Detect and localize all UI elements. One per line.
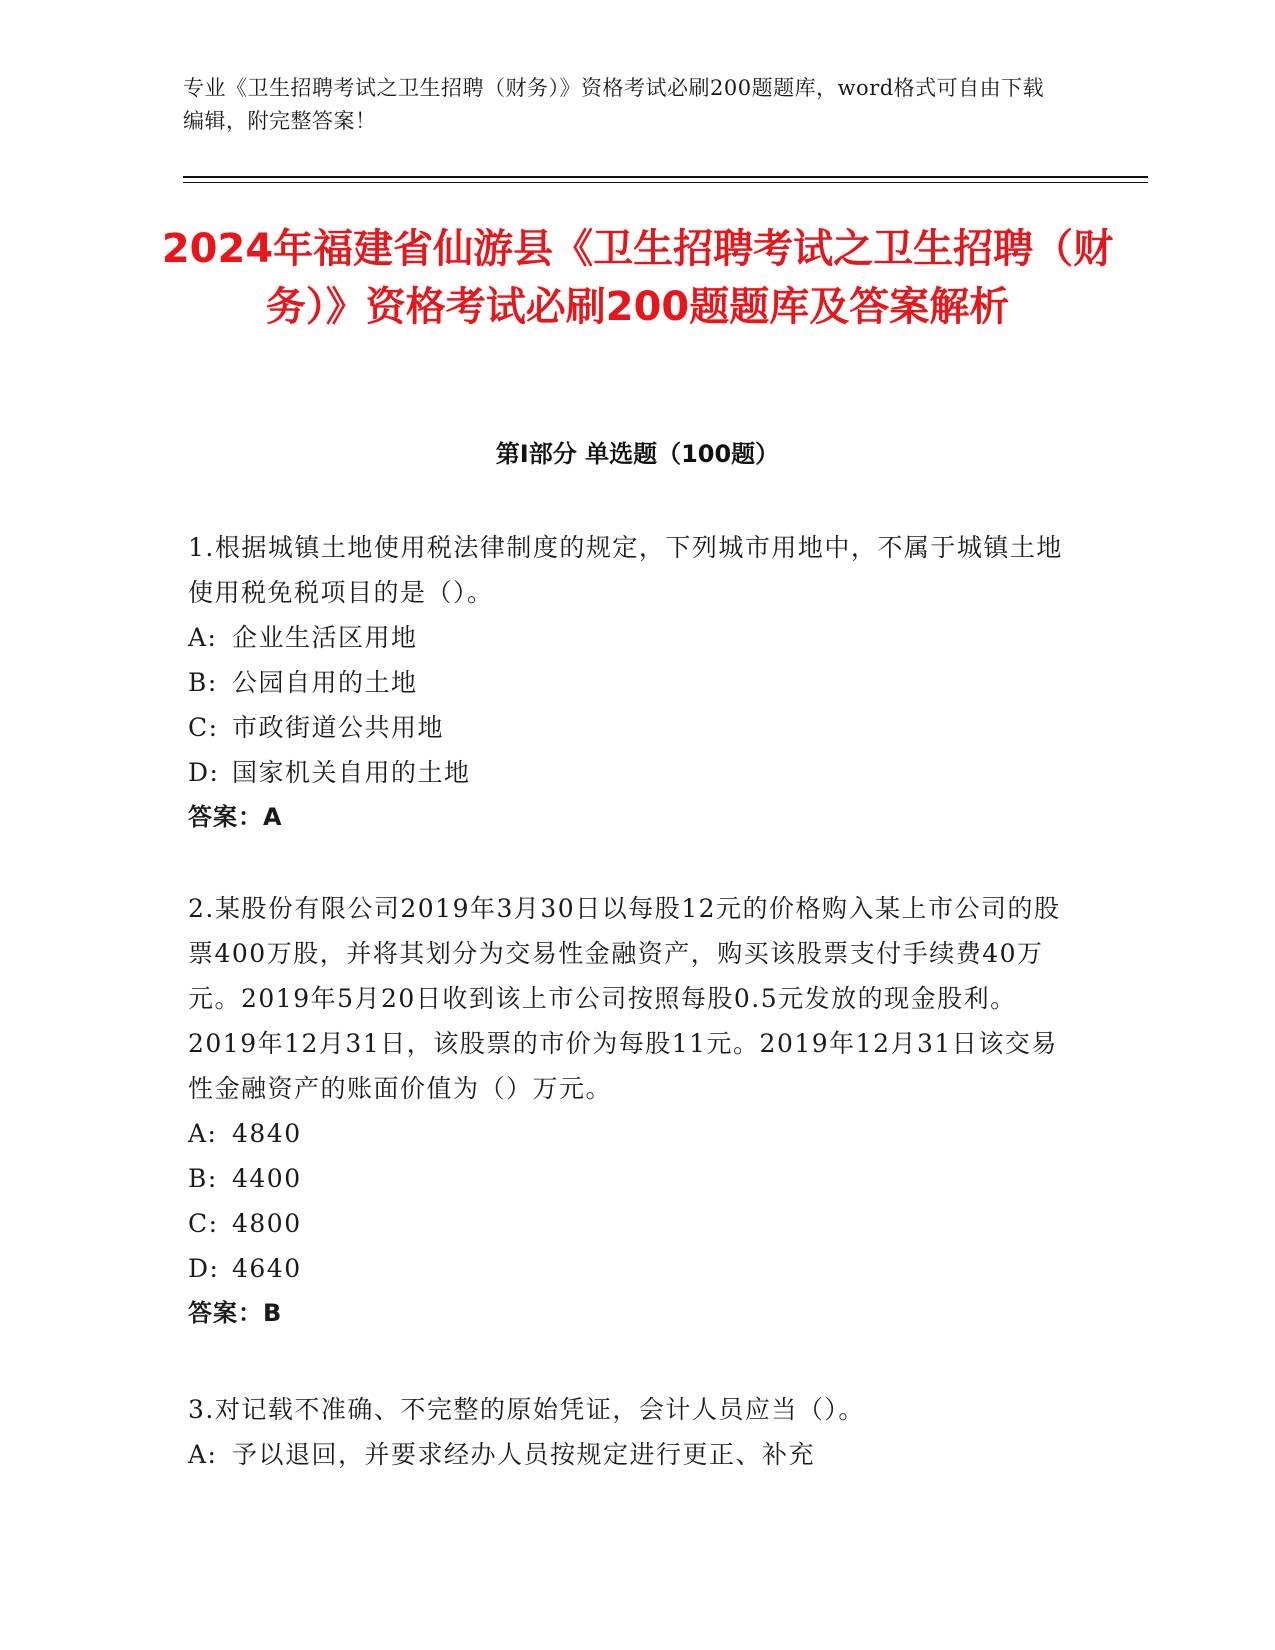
- option-text: 4400: [232, 1164, 302, 1193]
- question-stem: 2.某股份有限公司2019年3月30日以每股12元的价格购入某上市公司的股票400万股，并将其划分为交易性金融资产，购买该股票支付手续费40万元。2019年5月20日收到该上市公司按照每股0.5元发放的现金股利。2019年12月31日，该股票的市价为每股11元。2019年12月31日该交易性金融资产的账面价值为（）万元。: [188, 894, 1061, 1103]
- option-a: [188, 615, 1078, 660]
- option-d: [188, 750, 1078, 795]
- question-stem: 1.根据城镇土地使用税法律制度的规定，下列城市用地中，不属于城镇土地使用税免税项目的是（）。: [188, 533, 1063, 607]
- option-a: [188, 1432, 1078, 1477]
- option-key: D:: [188, 758, 220, 787]
- option-key: A:: [188, 623, 218, 652]
- answer-line: 答案：B: [188, 1299, 283, 1327]
- option-text: 国家机关自用的土地: [232, 758, 471, 787]
- section-heading: 第I部分 单选题（100题）: [495, 440, 780, 468]
- option-key: C:: [188, 1209, 219, 1238]
- header-divider-thick: [183, 176, 1148, 178]
- option-a: [188, 1111, 1078, 1156]
- document-title: 2024年福建省仙游县《卫生招聘考试之卫生招聘（财务）》资格考试必刷200题题库及答案解析: [161, 226, 1114, 330]
- option-key: B:: [188, 1164, 218, 1193]
- option-key: A:: [188, 1440, 218, 1469]
- option-b: [188, 660, 1078, 705]
- header-note: 专业《卫生招聘考试之卫生招聘（财务）》资格考试必刷200题题库，word格式可自由下载编辑，附完整答案！: [183, 76, 1045, 133]
- option-b: [188, 1156, 1078, 1201]
- question-3: [188, 1387, 1078, 1477]
- option-text: 公园自用的土地: [232, 668, 418, 697]
- option-text: 予以退回，并要求经办人员按规定进行更正、补充: [232, 1440, 816, 1469]
- option-key: D:: [188, 1254, 220, 1283]
- option-key: B:: [188, 668, 218, 697]
- option-text: 企业生活区用地: [232, 623, 418, 652]
- option-key: C:: [188, 713, 219, 742]
- question-1: [188, 525, 1078, 840]
- option-key: A:: [188, 1119, 218, 1148]
- option-text: 市政街道公共用地: [232, 713, 445, 742]
- option-d: [188, 1246, 1078, 1291]
- question-stem: 3.对记载不准确、不完整的原始凭证，会计人员应当（）。: [188, 1395, 865, 1424]
- option-text: 4640: [232, 1254, 302, 1283]
- header-divider-thin: [183, 182, 1148, 183]
- option-c: [188, 705, 1078, 750]
- question-2: [188, 886, 1078, 1336]
- option-text: 4840: [232, 1119, 302, 1148]
- option-c: [188, 1201, 1078, 1246]
- answer-line: 答案：A: [188, 803, 283, 831]
- option-text: 4800: [232, 1209, 302, 1238]
